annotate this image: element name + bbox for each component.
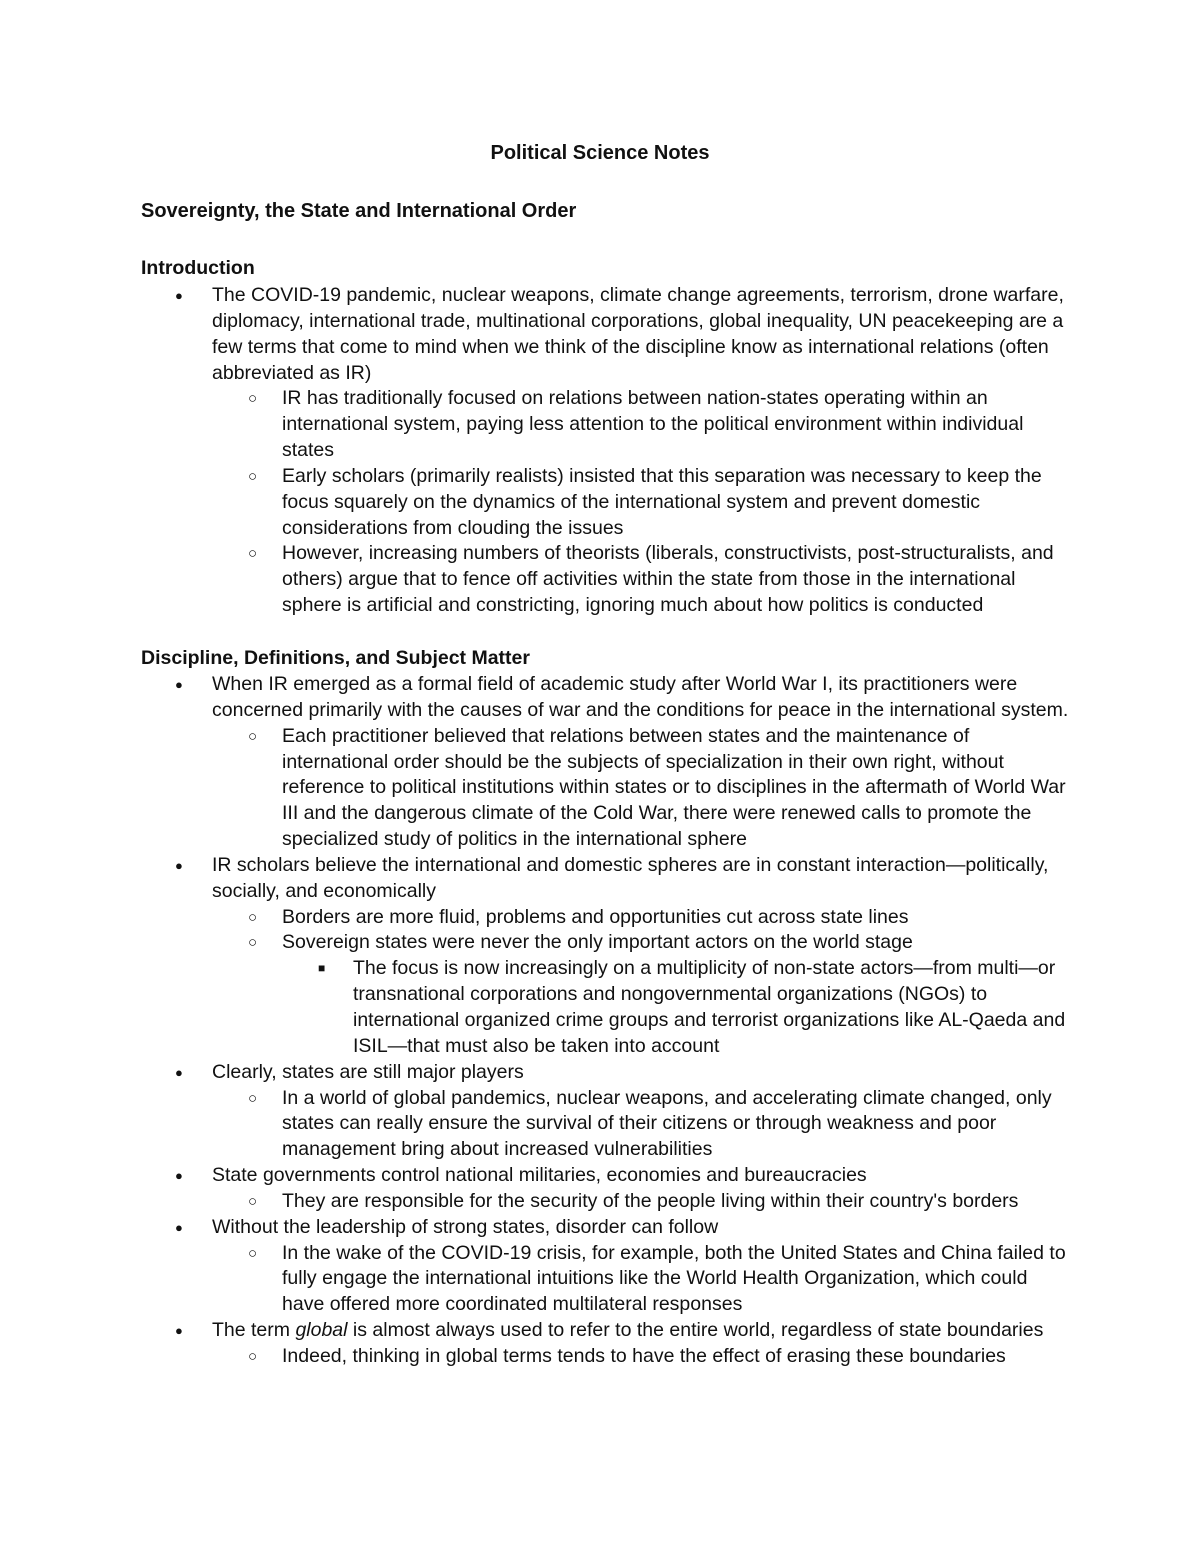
emphasis-global: global — [295, 1319, 348, 1342]
list-item-text: IR scholars believe the international and domestic spheres are in constant interaction—politically, socially, and economically — [212, 853, 1049, 902]
list-item — [0, 930, 1072, 956]
list-item — [0, 672, 1072, 724]
bullet-marker: ● — [175, 677, 183, 692]
bullet-marker: ● — [175, 1219, 183, 1235]
list-item-text: Indeed, thinking in global terms tends to have the effect of erasing these boundaries — [282, 1344, 1006, 1367]
bullet-marker: ○ — [248, 908, 258, 926]
bullet-marker: ○ — [248, 1089, 258, 1107]
list-item-text: In a world of global pandemics, nuclear weapons, and accelerating climate changed, only states can really ensure the survival of their citizens or through weakness and poor management bring about increased vulnerabilities — [282, 1086, 1052, 1161]
list-item — [0, 1241, 1072, 1319]
list-item-text: The focus is now increasingly on a multiplicity of non-state actors—from multi—or transnational corporations and nongovernmental organizations (NGOs) to international organized crime groups and terrorist organizations like AL-Qaeda and ISIL—that must also be taken into account — [353, 957, 1066, 1057]
bullet-marker: ● — [175, 857, 183, 873]
list-item-text: Sovereign states were never the only important actors on the world stage — [282, 931, 913, 954]
list-item — [0, 724, 1072, 853]
page-title: Political Science Notes — [490, 142, 710, 164]
bullet-marker: ○ — [248, 727, 258, 745]
list-item-text: State governments control national militaries, economies and bureaucracies — [212, 1164, 867, 1187]
list-item — [0, 541, 1072, 619]
list-item — [0, 1163, 1072, 1189]
list-item — [0, 464, 1072, 542]
bullet-marker: ■ — [318, 961, 326, 976]
bullet-marker: ○ — [248, 1192, 258, 1210]
list-item-text: Borders are more fluid, problems and opportunities cut across state lines — [282, 905, 909, 928]
list-item — [0, 1086, 1072, 1164]
bullet-marker: ● — [175, 1064, 183, 1080]
heading-discipline: Discipline, Definitions, and Subject Matter — [141, 647, 530, 669]
list-item-text — [212, 1318, 1072, 1344]
list-item — [0, 853, 1072, 905]
list-item-text: In the wake of the COVID-19 crisis, for example, both the United States and China failed to fully engage the international intuitions like the World Health Organization, which could have offered more coordinated multilateral responses — [282, 1241, 1066, 1316]
list-item-text: Without the leadership of strong states, disorder can follow — [212, 1215, 719, 1238]
list-item — [0, 1189, 1072, 1215]
list-item — [0, 386, 1072, 464]
heading-introduction: Introduction — [141, 257, 255, 279]
list-item-text: Clearly, states are still major players — [212, 1060, 524, 1083]
bullet-marker: ○ — [248, 1347, 258, 1365]
list-item — [0, 905, 1072, 931]
bullet-marker: ○ — [248, 1244, 258, 1262]
list-item-text: Each practitioner believed that relations between states and the maintenance of international order should be the subjects of specialization in their own right, without reference to political institutions within states or to disciplines in the aftermath of World War III and the dangerous climate of the Cold War, there were renewed calls to promote the specialized study of politics in the international sphere — [282, 724, 1066, 851]
bullet-marker: ● — [175, 1323, 183, 1339]
text-after: is almost always used to refer to the entire world, regardless of state boundaries — [347, 1319, 1044, 1342]
bullet-marker: ● — [175, 288, 183, 303]
bullet-marker: ○ — [248, 545, 258, 563]
list-item — [0, 1060, 1072, 1086]
list-item-text: When IR emerged as a formal field of academic study after World War I, its practitioners were concerned primarily with the causes of war and the conditions for peace in the international system. — [212, 673, 1069, 721]
list-item-text: IR has traditionally focused on relations between nation-states operating within an international system, paying less attention to the political environment within individual states — [282, 387, 1024, 462]
list-item — [0, 1215, 1072, 1241]
introduction-list — [0, 283, 1200, 619]
bullet-marker: ○ — [248, 390, 258, 408]
discipline-list — [0, 672, 1200, 1370]
list-item-text: Early scholars (primarily realists) insisted that this separation was necessary to keep the focus squarely on the dynamics of the international system and prevent domestic considerations from clouding the issues — [282, 464, 1042, 539]
list-item-text: They are responsible for the security of the people living within their country's borders — [282, 1189, 1019, 1212]
bullet-marker: ○ — [248, 467, 258, 485]
list-item — [0, 1318, 1072, 1344]
list-item-text: However, increasing numbers of theorists (liberals, constructivists, post-structuralists, and others) argue that to fence off activities within the state from those in the international sphere is artificial and constricting, ignoring much about how politics is conducted — [282, 542, 1054, 617]
bullet-marker: ● — [175, 1168, 183, 1184]
text-before: The term — [212, 1319, 296, 1342]
section-title: Sovereignty, the State and International Order — [141, 200, 577, 222]
bullet-marker: ○ — [248, 934, 258, 952]
list-item-text: The COVID-19 pandemic, nuclear weapons, climate change agreements, terrorism, drone warfare, diplomacy, international trade, multinational corporations, global inequality, UN peacekeeping are a few terms that come to mind when we think of the discipline know as international relations (often abbreviated as IR) — [212, 284, 1064, 384]
list-item — [0, 956, 1073, 1059]
list-item — [0, 1344, 1072, 1370]
list-item — [0, 283, 1072, 386]
